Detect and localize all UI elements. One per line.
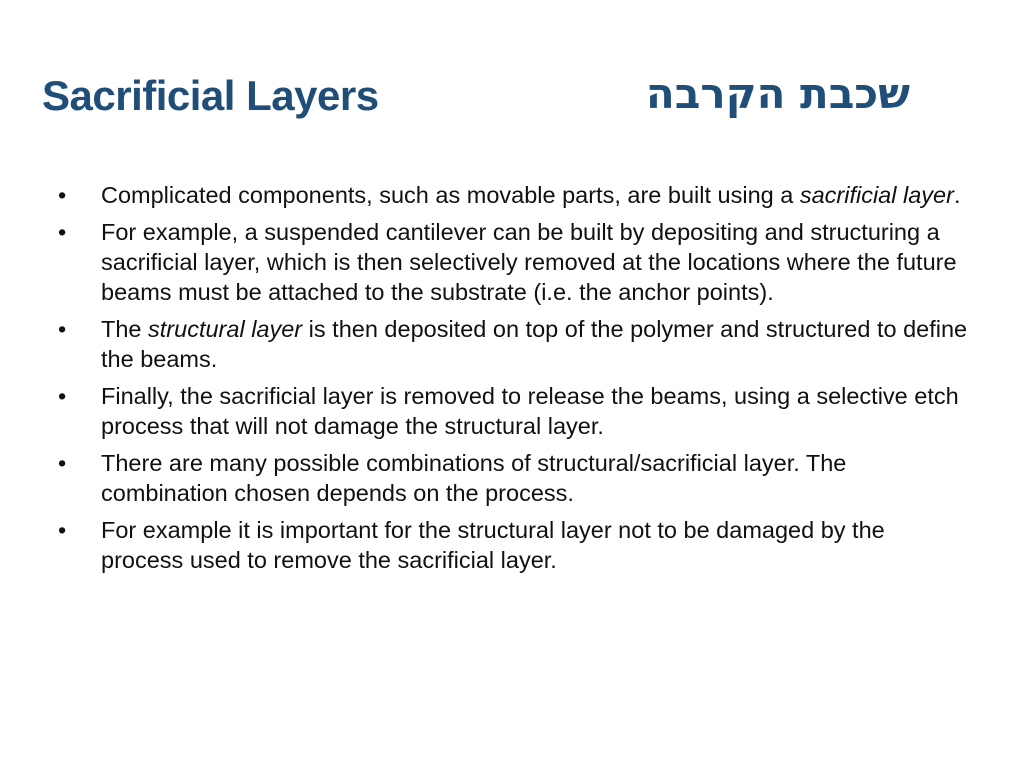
bullet-icon: • [58,383,67,409]
slide-title: Sacrificial Layers [42,72,379,119]
bullet-text [101,383,959,439]
bullet-item [58,180,968,210]
bullet-icon: • [58,219,67,245]
bullet-text [101,316,967,372]
bullet-icon: • [58,517,67,543]
slide-title-hebrew: שכבת הקרבה [645,69,910,118]
bullet-emphasis: structural layer [148,316,303,342]
bullet-item [58,515,968,575]
bullet-emphasis: sacrificial layer [799,182,954,208]
bullet-icon: • [58,182,67,208]
bullet-item [58,381,968,441]
bullet-text [101,182,960,208]
bullet-segment: There are many possible combinations of structural/sacrificial layer. The combination chosen depends on the process. [101,450,847,506]
bullet-segment: Complicated components, such as movable parts, are built using a [101,182,800,208]
bullet-text [101,517,885,573]
bullet-segment: Finally, the sacrificial layer is removed to release the beams, using a selective etch process that will not damage the structural layer. [101,383,959,439]
bullet-item [58,217,968,307]
bullet-icon: • [58,450,67,476]
bullet-text [101,450,846,506]
bullet-list [58,180,968,582]
bullet-icon: • [58,316,67,342]
bullet-item [58,314,968,374]
bullet-text [101,219,957,305]
bullet-segment: The [101,316,149,342]
bullet-segment: is then deposited on top of the polymer and structured to define the beams. [101,316,968,372]
bullet-segment: . [953,182,961,208]
bullet-segment: For example it is important for the structural layer not to be damaged by the process used to remove the sacrificial layer. [101,517,885,573]
bullet-item [58,448,968,508]
bullet-segment: For example, a suspended cantilever can be built by depositing and structuring a sacrificial layer, which is then selectively removed at the locations where the future beams must be attached to the substrate (i.e. the anchor points). [101,219,957,305]
